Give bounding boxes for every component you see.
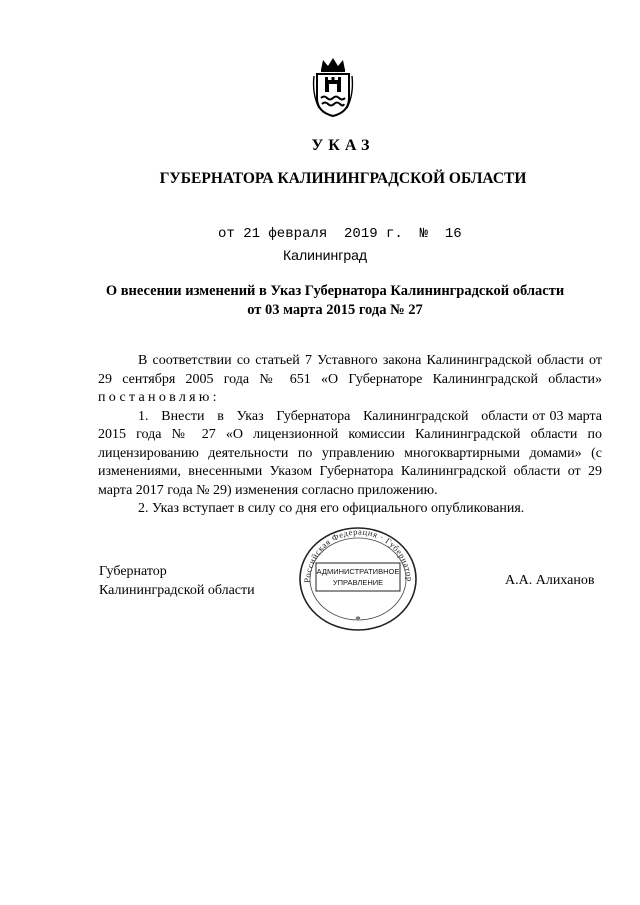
item-2-paragraph: 2. Указ вступает в силу со дня его официального опубликования.: [138, 501, 525, 516]
document-city: Калининград: [283, 247, 368, 263]
preamble-paragraph: [98, 352, 602, 408]
signatory-position: [99, 562, 255, 600]
signatory-name: А.А. Алиханов: [505, 573, 595, 588]
preamble-text: В соответствии со статьей 7 Уставного закона Калининградской области от 29 сентября 2005 года № 651 «О Губернаторе Калининградской области»: [98, 353, 602, 387]
signatory-position-line-2: Калининградской области: [99, 583, 255, 598]
document-heading: [90, 282, 580, 320]
official-seal: [294, 521, 423, 631]
signatory-position-line-1: Губернатор: [99, 564, 167, 579]
document-heading-line-2: от 03 марта 2015 года № 27: [247, 302, 423, 318]
item-1-paragraph: 1. Внести в Указ Губернатора Калининградской области от 03 марта 2015 года № 27 «О лицензионной комиссии Калининградской области по лицензированию деятельности по управлению многоквартирными домами» (с изменениями, внесенными Указом Губернатора Калининградской области от 29 марта 2017 года № 29) изменения согласно приложению.: [98, 408, 606, 498]
document-date-number: от 21 февраля 2019 г. № 16: [218, 226, 462, 242]
seal-inner-line-2: УПРАВЛЕНИЕ: [332, 578, 384, 587]
seal-inner-line-1: АДМИНИСТРАТИВНОЕ: [316, 567, 400, 576]
seal-outer-text: Российская Федерация · Губернатор: [301, 526, 416, 584]
issuer-title: ГУБЕРНАТОРА КАЛИНИНГРАДСКОЙ ОБЛАСТИ: [159, 170, 527, 187]
seal-star: *: [355, 614, 361, 626]
document-body: [98, 352, 606, 519]
decree-word: постановляю:: [98, 390, 220, 405]
document-heading-line-1: О внесении изменений в Указ Губернатора Калининградской области: [105, 283, 565, 299]
coat-of-arms-icon: [311, 56, 355, 118]
document-title: УКАЗ: [311, 137, 375, 154]
